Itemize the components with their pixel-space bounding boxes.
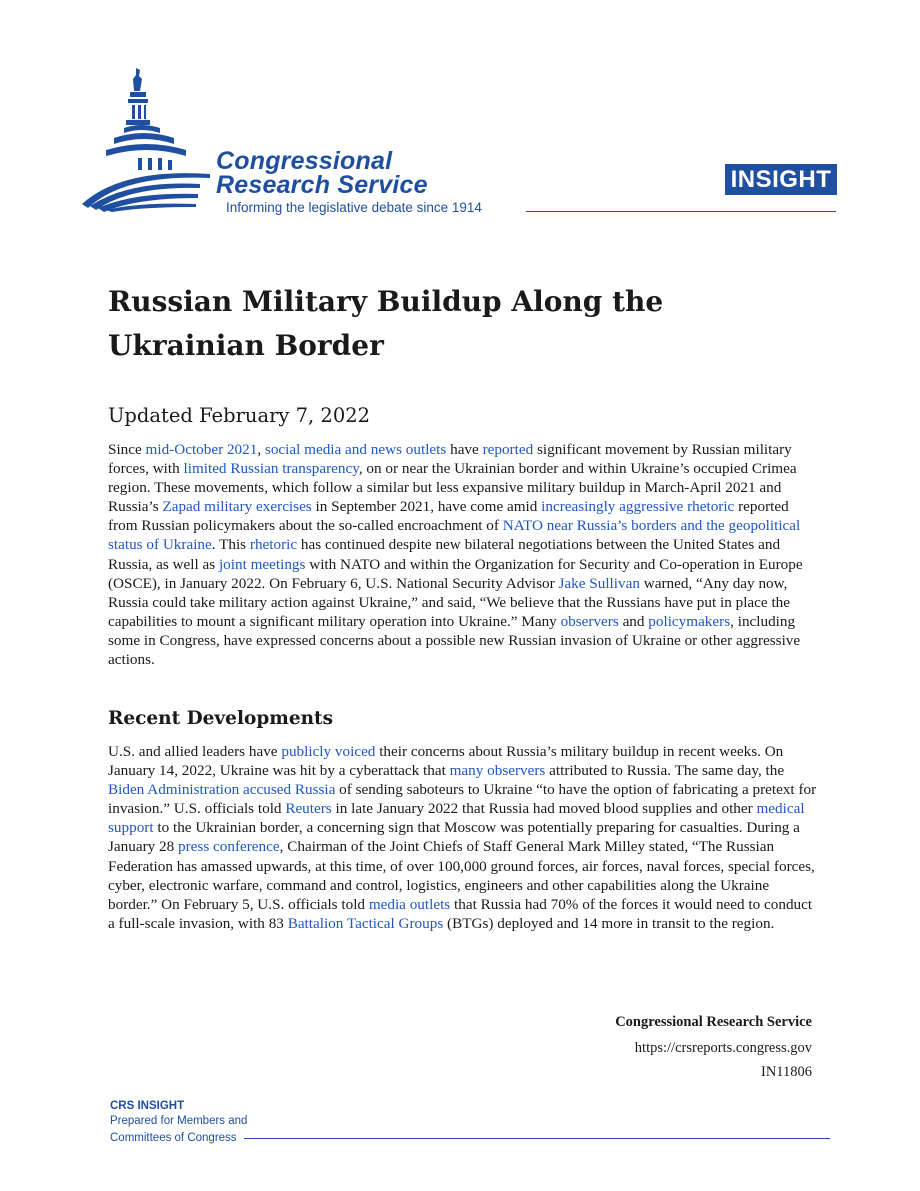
brand-name-line1: Congressional xyxy=(216,147,393,175)
footer-url[interactable]: https://crsreports.congress.gov xyxy=(634,1040,812,1056)
paragraph-text: and xyxy=(618,612,649,630)
paragraph-text: with NATO and within the Organization for Security and Co-operation in Europe (OSCE), in January 2022. On February 6, U.S. National Security Advisor xyxy=(108,555,803,592)
document-title: Russian Military Buildup Along the Ukrainian Border xyxy=(108,285,664,362)
paragraph-text: that Russia had 70% of the forces it would need to conduct a full-scale invasion, with 83 xyxy=(108,895,813,932)
inline-link[interactable]: NATO near Russia’s borders and the geopolitical status of Ukraine xyxy=(108,517,801,554)
inline-link[interactable]: rhetoric xyxy=(249,536,298,554)
inline-link[interactable]: media outlets xyxy=(368,895,451,913)
paragraph-text: warned, “Any day now, Russia could take military action against Ukraine,” and said, “We believe that the Russians have put in place the capabilities to mount a significant military operation into Ukraine.” Many xyxy=(108,574,791,630)
brand-name-line2: Research Service xyxy=(216,171,428,199)
inline-link[interactable]: Battalion Tactical Groups xyxy=(287,914,444,932)
inline-link[interactable]: observers xyxy=(560,612,619,630)
paragraph-text: significant movement by Russian military forces, with xyxy=(108,441,792,478)
inline-link[interactable]: Jake Sullivan xyxy=(558,574,640,592)
paragraph-text: to the Ukrainian border, a concerning sign that Moscow was potentially preparing for casualties. During a January 28 xyxy=(108,819,800,856)
capitol-dome-icon xyxy=(80,66,220,216)
intro-paragraph xyxy=(108,440,820,669)
inline-link[interactable]: social media and news outlets xyxy=(264,441,447,458)
paragraph-text: , including some in Congress, have expressed concerns about a possible new Russian invasion of Ukraine or other aggressive actions. xyxy=(108,612,801,669)
inline-link[interactable]: reported xyxy=(482,441,534,458)
paragraph-text: Since xyxy=(108,441,146,458)
inline-link[interactable]: Biden Administration accused Russia xyxy=(108,781,336,799)
paragraph-text: , xyxy=(257,441,265,458)
paragraph-text: in late January 2022 that Russia had moved blood supplies and other xyxy=(331,800,757,818)
footer-divider xyxy=(244,1138,830,1139)
paragraph-text: attributed to Russia. The same day, the xyxy=(545,762,785,780)
prepared-for-line1: Prepared for Members and xyxy=(110,1115,248,1127)
paragraph-text: (BTGs) deployed and 14 more in transit to the region. xyxy=(443,914,775,932)
inline-link[interactable]: policymakers xyxy=(648,612,731,630)
insight-badge: INSIGHT xyxy=(725,164,837,195)
inline-link[interactable]: Reuters xyxy=(285,800,332,818)
inline-link[interactable]: limited Russian transparency xyxy=(183,460,359,478)
section-heading-recent-developments: Recent Developments xyxy=(108,708,334,729)
inline-link[interactable]: press conference xyxy=(178,838,280,856)
paragraph-text: reported from Russian policymakers about the so-called encroachment of xyxy=(108,498,789,535)
paragraph-text: , Chairman of the Joint Chiefs of Staff General Mark Milley stated, “The Russian Federation has amassed upwards, at this time, of over 100,000 ground forces, air forces, naval forces, special forces, cyber, electronic warfare, command and control, logistics, engineers and other capabilities along the Ukraine border.” On February 5, U.S. officials told xyxy=(108,838,815,913)
paragraph-text: have xyxy=(446,441,483,458)
inline-link[interactable]: joint meetings xyxy=(218,555,306,573)
report-id: IN11806 xyxy=(760,1064,812,1080)
paragraph-text: . This xyxy=(211,536,250,554)
inline-link[interactable]: Zapad military exercises xyxy=(162,498,312,516)
paragraph-text: has continued despite new bilateral negotiations between the United States and Russia, as well as xyxy=(108,536,781,573)
inline-link[interactable]: mid-October 2021 xyxy=(145,441,258,458)
paragraph-text: U.S. and allied leaders have xyxy=(108,743,282,760)
paragraph-text: , on or near the Ukrainian border and within Ukraine’s occupied Crimea region. These movements, which follow a similar but less expansive military buildup in March-April 2021 and Russia’s xyxy=(108,460,797,516)
brand-tagline: Informing the legislative debate since 1914 xyxy=(226,200,482,215)
crs-insight-label: CRS INSIGHT xyxy=(110,1100,185,1112)
paragraph-text: their concerns about Russia’s military buildup in recent weeks. On January 14, 2022, Ukraine was hit by a cyberattack that xyxy=(108,743,784,780)
inline-link[interactable]: many observers xyxy=(449,762,546,780)
prepared-for-line2: Committees of Congress xyxy=(110,1132,237,1144)
paragraph-text: of sending saboteurs to Ukraine “to have the option of fabricating a pretext for invasion.” U.S. officials told xyxy=(108,781,817,818)
footer-organization: Congressional Research Service xyxy=(615,1014,812,1030)
inline-link[interactable]: medical support xyxy=(108,800,805,837)
updated-date: Updated February 7, 2022 xyxy=(108,404,371,427)
inline-link[interactable]: publicly voiced xyxy=(281,743,376,760)
inline-link[interactable]: increasingly aggressive rhetoric xyxy=(541,498,735,516)
developments-paragraph xyxy=(108,742,820,933)
paragraph-text: in September 2021, have come amid xyxy=(311,498,542,516)
header-divider xyxy=(526,211,836,212)
